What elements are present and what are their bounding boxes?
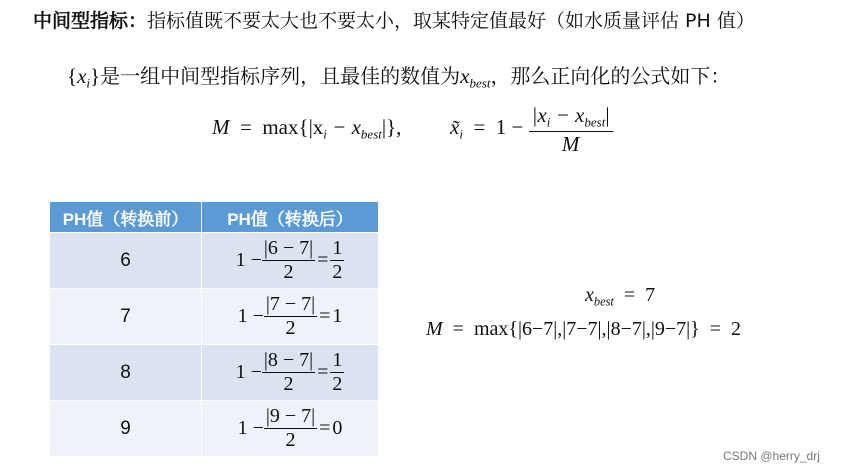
table-row <box>50 345 379 401</box>
table-row <box>50 401 379 457</box>
heading-text: 指标值既不要太大也不要太小，取某特定值最好（如水质量评估 PH 值） <box>147 10 755 32</box>
cell-after: 1 − $\frac{|6 - 7|}{2}$ = $\frac{1}{2}$ <box>202 233 379 289</box>
cell-before: 6 <box>50 233 202 289</box>
formula-xtilde-definition: $x̃_i = 1$ − $\frac{|x_i - x_{best}|}{M}$ <box>450 103 613 156</box>
intro-sentence <box>67 60 730 92</box>
xbest-value: $x_{best} = 7$ <box>585 284 656 309</box>
formula-fraction: $\frac{|x_i - x_{best}|}{M}$ <box>529 103 613 156</box>
heading-label: 中间型指标： <box>33 10 148 32</box>
intro-text-1: 是一组中间型指标序列，且最佳的数值为 <box>100 64 461 88</box>
section-heading <box>33 6 755 33</box>
cell-before: 8 <box>50 345 202 401</box>
intro-text-2: ，那么正向化的公式如下： <box>490 64 731 88</box>
cell-before: 9 <box>50 401 202 457</box>
xbest-symbol: $x_{best}$ <box>460 64 491 91</box>
cell-before: 7 <box>50 289 202 345</box>
formula-M-definition: $M = \max\{|x_i - x_{best}|\}$, <box>212 115 402 142</box>
cell-after: 1 − $\frac{|9 - 7|}{2}$ = 0 <box>202 401 379 457</box>
sequence-notation: $\{x_i\}$ <box>67 64 101 91</box>
table-header-row <box>50 202 379 233</box>
table-row <box>50 233 379 289</box>
cell-after: 1 − $\frac{|8 - 7|}{2}$ = $\frac{1}{2}$ <box>202 345 379 401</box>
header-after: PH值（转换后） <box>202 202 379 233</box>
table-row <box>50 289 379 345</box>
header-before: PH值（转换前） <box>50 202 202 233</box>
M-calculation: M = max{|6−7|,|7−7|,|8−7|,|9−7|} = 2 <box>426 318 742 340</box>
cell-after: 1 − $\frac{|7 - 7|}{2}$ = 1 <box>202 289 379 345</box>
watermark: CSDN @herry_drj <box>723 449 820 463</box>
ph-conversion-table <box>49 201 379 457</box>
